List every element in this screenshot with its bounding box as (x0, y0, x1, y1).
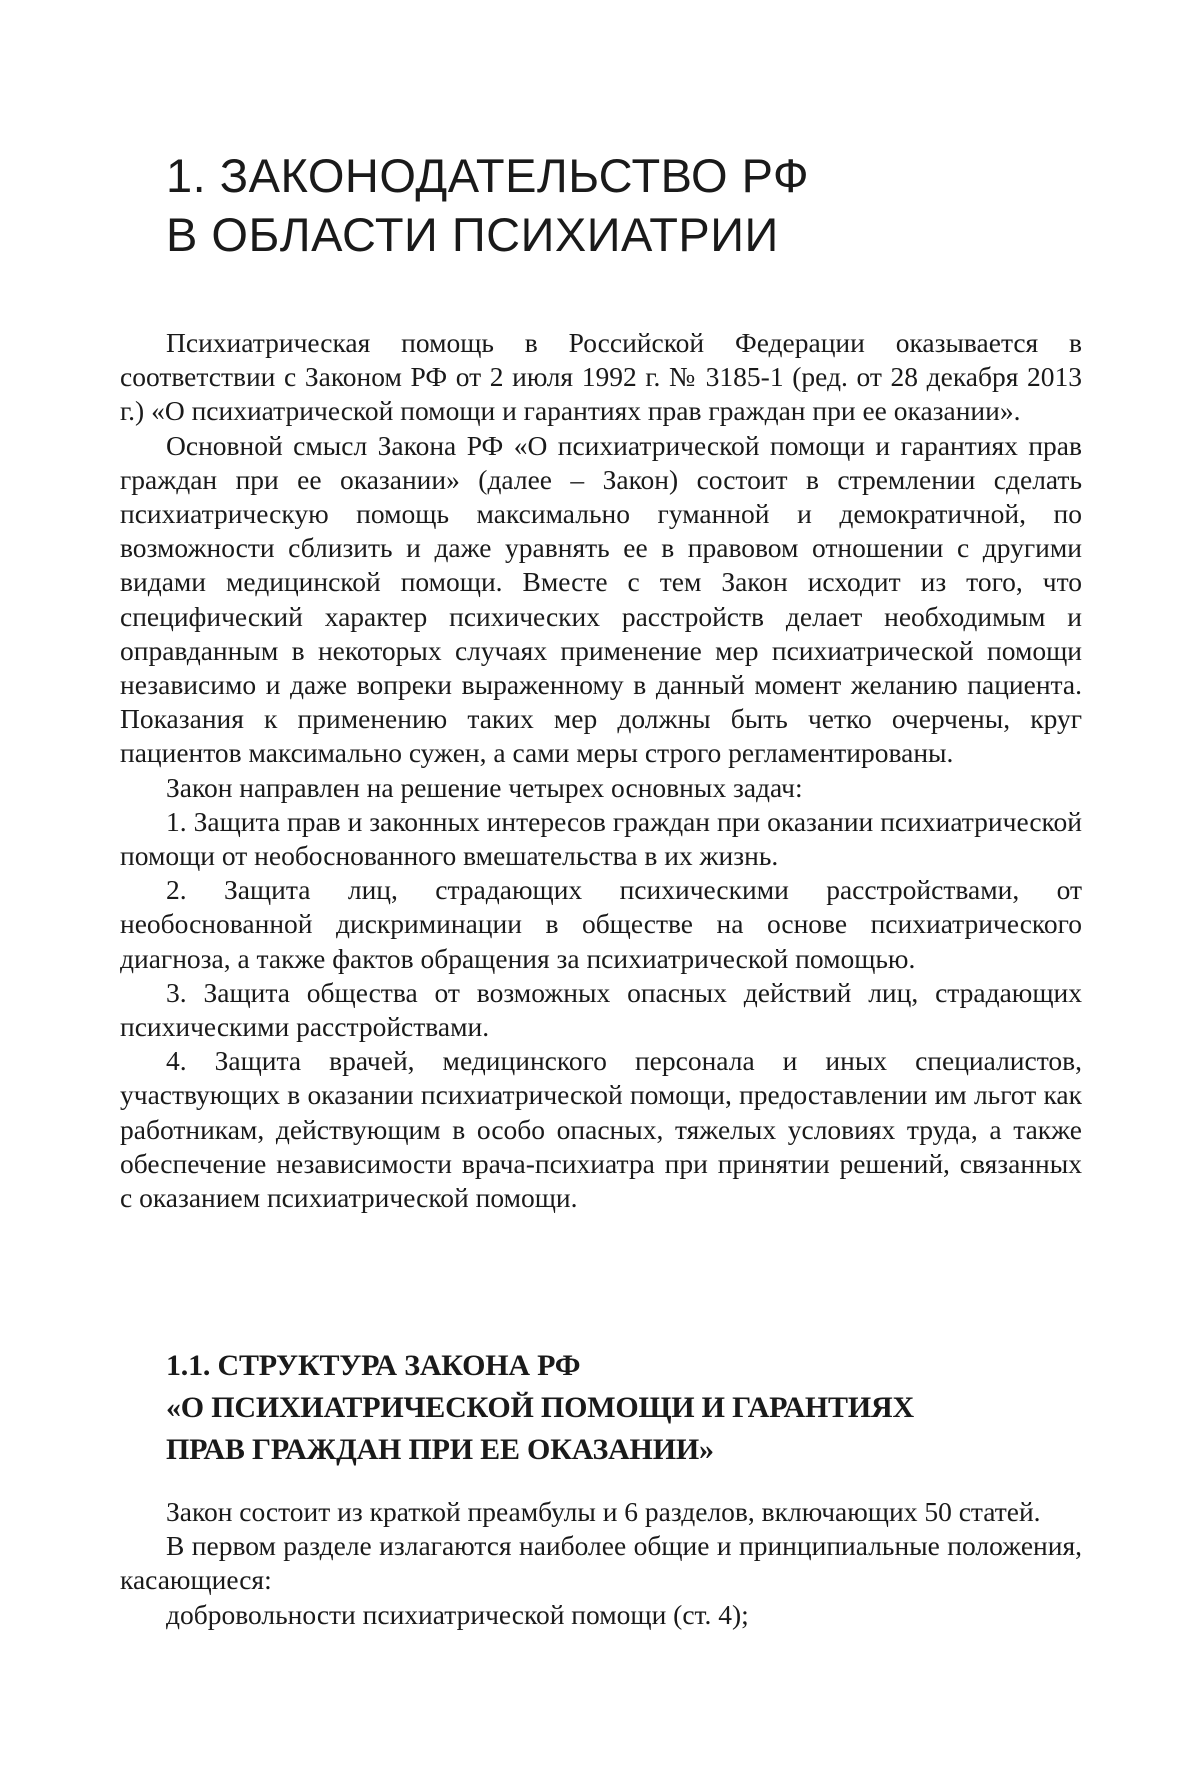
chapter-body (120, 326, 1082, 1215)
section-title-line-3: ПРАВ ГРАЖДАН ПРИ ЕЕ ОКАЗАНИИ» (166, 1433, 714, 1466)
list-item-voluntariness: добровольности психиатрической помощи (ст. 4); (166, 1598, 749, 1630)
chapter-title-line-1: 1. ЗАКОНОДАТЕЛЬСТВО РФ (166, 149, 810, 202)
section-title-line-2: «О ПСИХИАТРИЧЕСКОЙ ПОМОЩИ И ГАРАНТИЯХ (166, 1391, 914, 1424)
list-item-task-1: 1. Защита прав и законных интересов граждан при оказании психиатрической помощи от необоснованного вмешательства в их жизнь. (120, 805, 1082, 872)
chapter-title-line-2: В ОБЛАСТИ ПСИХИАТРИИ (166, 208, 779, 261)
chapter-title (166, 146, 809, 264)
paragraph-tasks-intro: Закон направлен на решение четырех основных задач: (166, 771, 803, 803)
paragraph-intro: Психиатрическая помощь в Российской Федерации оказывается в соответствии с Законом РФ от 2 июля 1992 г. № 3185-1 (ред. от 28 декабря 2013 г.) «О психиатрической помощи и гарантиях прав граждан при ее оказании». (120, 327, 1082, 427)
paragraph-structure: Закон состоит из краткой преамбулы и 6 разделов, включающих 50 статей. (166, 1496, 1041, 1527)
section-title-line-1: 1.1. СТРУКТУРА ЗАКОНА РФ (166, 1349, 581, 1382)
paragraph-main-meaning: Основной смысл Закона РФ «О психиатрической помощи и гарантиях прав граждан при ее оказании» (далее – Закон) состоит в стремлении сделать психиатрическую помощь максимально гуманной и демократичной, по возможности сблизить и даже уравнять ее в правовом отношении с другими видами медицинской помощи. Вместе с тем Закон исходит из того, что специфический характер психических расстройств делает необходимым и оправданным в некоторых случаях применение мер психиатрической помощи независимо и даже вопреки выраженному в данный момент желанию пациента. Показания к применению таких мер должны быть четко очерчены, круг пациентов максимально сужен, а сами меры строго регламентированы. (120, 429, 1082, 769)
section-body (120, 1495, 1082, 1632)
list-item-task-3: 3. Защита общества от возможных опасных действий лиц, страдающих психическими расстройствами. (120, 976, 1082, 1043)
list-item-task-4: 4. Защита врачей, медицинского персонала и иных специалистов, участвующих в оказании психиатрической помощи, предоставлении им льгот как работникам, действующим в особо опасных, тяжелых условиях труда, а также обеспечение независимости врача-психиатра при принятии решений, связанных с оказанием психиатрической помощи. (120, 1045, 1082, 1214)
list-item-task-2: 2. Защита лиц, страдающих психическими расстройствами, от необоснованной дискриминации в обществе на основе психиатрического диагноза, а также фактов обращения за психиатрической помощью. (120, 874, 1082, 974)
paragraph-first-section: В первом разделе излагаются наиболее общие и принципиальные положения, касающиеся: (120, 1530, 1082, 1596)
section-title (166, 1345, 914, 1471)
